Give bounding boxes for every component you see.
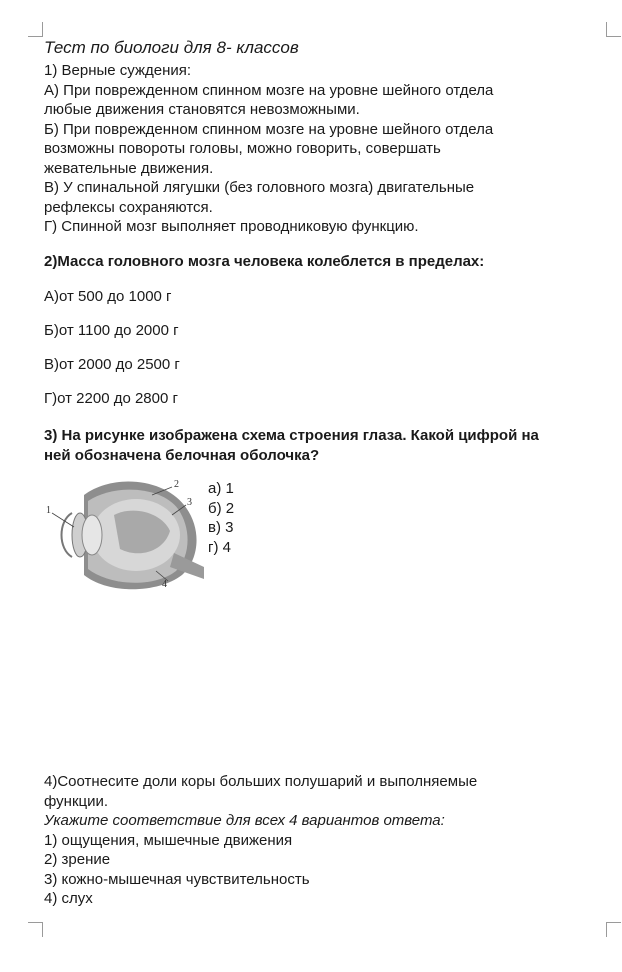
question-1-line: возможны повороты головы, можно говорить, совершать [44,140,441,157]
question-3-option: б) 2 [208,499,235,517]
figure-label: 1 [46,505,51,516]
page-title: Тест по биологи для 8- классов [44,38,299,57]
corner-mark-top-right [606,22,621,37]
question-4-heading: 4)Соотнесите доли коры больших полушарий и выполняемые [44,773,478,790]
question-3-options [208,479,234,557]
question-2-option: А)от 500 до 1000 г [44,288,172,305]
question-1-heading: 1) Верные суждения: [44,62,192,79]
question-2-heading: 2)Масса головного мозга человека колеблется в пределах: [44,252,485,270]
question-3-option: г) 4 [208,538,231,556]
question-1-line: А) При поврежденном спинном мозге на уровне шейного отдела [44,81,494,99]
question-4-instruction: Укажите соответствие для всех 4 вариантов ответа: [44,812,445,829]
question-4-item: 4) слух [44,890,93,907]
question-2-option: Г)от 2200 до 2800 г [44,390,178,407]
question-1-line: любые движения становятся невозможными. [44,101,360,118]
question-1 [44,61,599,237]
question-3-heading: 3) На рисунке изображена схема строения глаза. Какой цифрой на [44,427,539,444]
question-4-item: 1) ощущения, мышечные движения [44,831,293,849]
question-4-item: 3) кожно-мышечная чувствительность [44,870,310,888]
document-page [44,38,599,595]
question-3-option: а) 1 [208,480,234,497]
eye-diagram [44,475,204,593]
question-1-line: В) У спинальной лягушки (без головного мозга) двигательные [44,179,475,196]
figure-label: 4 [162,579,167,590]
question-1-line: жевательные движения. [44,159,214,177]
question-2 [44,252,599,408]
question-4-heading: функции. [44,792,109,810]
question-2-option: Б)от 1100 до 2000 г [44,322,179,339]
corner-mark-top-left [28,22,43,37]
question-3 [44,426,599,595]
figure-label: 3 [187,497,192,508]
question-4 [44,772,599,909]
question-4-item: 2) зрение [44,851,111,868]
question-3-heading: ней обозначена белочная оболочка? [44,446,320,464]
question-1-line: Г) Спинной мозг выполняет проводниковую функцию. [44,218,419,235]
question-1-line: рефлексы сохраняются. [44,198,213,216]
corner-mark-bottom-left [28,922,43,937]
question-3-body [44,475,599,595]
question-3-option: в) 3 [208,519,234,536]
question-1-line: Б) При поврежденном спинном мозге на уровне шейного отдела [44,120,494,138]
question-2-option: В)от 2000 до 2500 г [44,356,180,373]
corner-mark-bottom-right [606,922,621,937]
figure-label: 2 [174,479,179,490]
